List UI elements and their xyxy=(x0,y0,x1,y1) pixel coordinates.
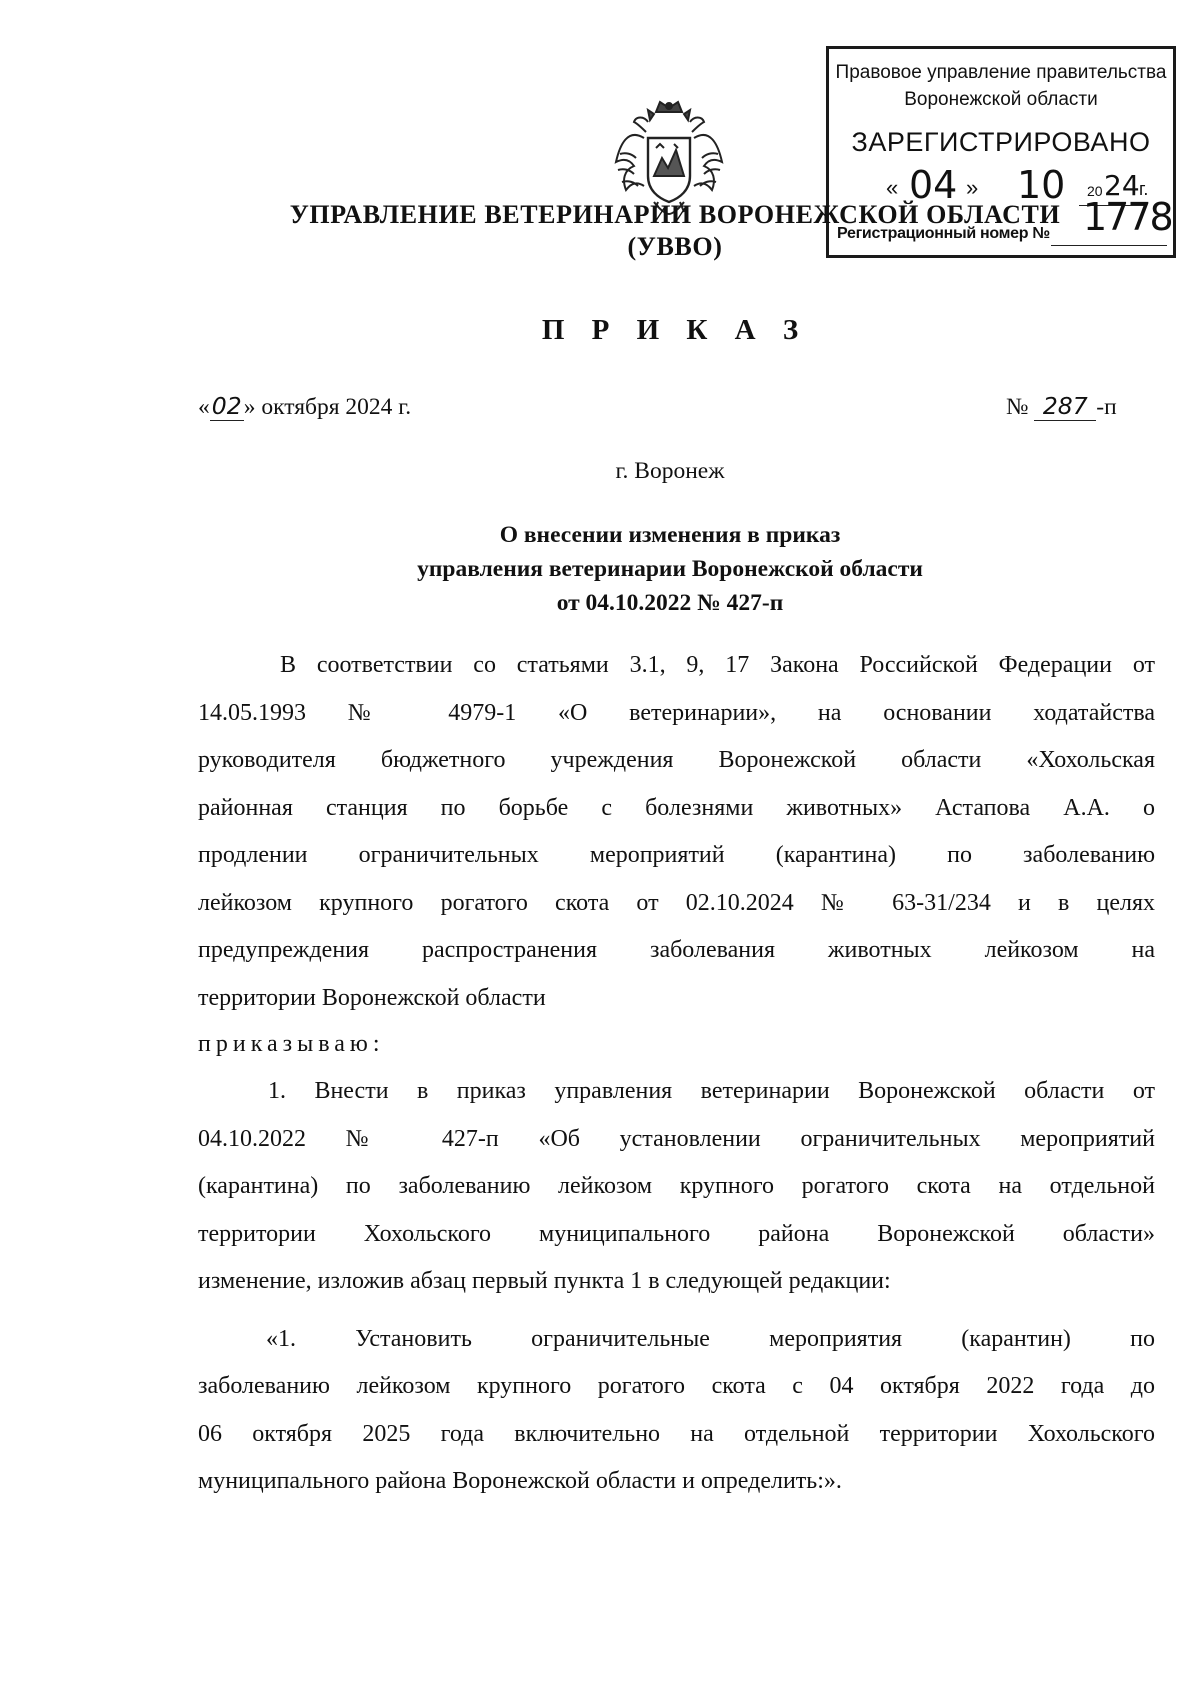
stamp-org-line1: Правовое управление правительства xyxy=(835,62,1167,83)
stamp-organization xyxy=(829,59,1173,113)
body-line: предупреждения распространения заболевания животных лейкозом на xyxy=(198,937,1155,963)
order-number-value: 287 xyxy=(1034,392,1096,421)
body-line: 14.05.1993 № 4979-1 «О ветеринарии», на основании ходатайства xyxy=(198,700,1155,726)
stamp-date-open-quote: « xyxy=(886,175,899,200)
organization-name: УПРАВЛЕНИЕ ВЕТЕРИНАРИИ ВОРОНЕЖСКОЙ ОБЛАСТИ xyxy=(289,200,1061,229)
order-title-line-3: от 04.10.2022 № 427-п xyxy=(556,590,784,616)
order-number xyxy=(1006,392,1117,421)
stamp-date-year-prefix: 20 xyxy=(1087,183,1103,199)
order-number-label: № xyxy=(1006,394,1029,420)
stamp-date-year-suffix: 24 xyxy=(1104,169,1140,202)
stamp-registered-label: ЗАРЕГИСТРИРОВАНО xyxy=(851,127,1151,157)
body-line-decree: приказываю: xyxy=(198,1031,385,1057)
stamp-regno-label: Регистрационный номер № xyxy=(837,225,1050,242)
body-line: продлении ограничительных мероприятий (карантина) по заболеванию xyxy=(198,842,1155,868)
body-line: руководителя бюджетного учреждения Воронежской области «Хохольская xyxy=(198,747,1155,773)
body-line: лейкозом крупного рогатого скота от 02.10.2024 № 63-31/234 и в целях xyxy=(198,890,1155,916)
stamp-regno-value: 1778 xyxy=(1083,195,1172,239)
order-title-line-1: О внесении изменения в приказ xyxy=(499,522,841,548)
organization-abbreviation: (УВВО) xyxy=(627,232,723,261)
body-line: «1. Установить ограничительные мероприятия (карантин) по xyxy=(266,1326,1155,1352)
body-line: заболеванию лейкозом крупного рогатого скота с 04 октября 2022 года до xyxy=(198,1373,1155,1399)
stamp-date-month: 10 xyxy=(1017,163,1066,207)
body-line: изменение, изложив абзац первый пункта 1 в следующей редакции: xyxy=(198,1268,891,1294)
document-type-heading: П Р И К А З xyxy=(541,314,809,346)
body-line: территории Воронежской области xyxy=(198,985,546,1011)
order-date-rest: » октября 2024 г. xyxy=(243,394,412,420)
body-line: (карантина) по заболеванию лейкозом крупного рогатого скота на отдельной xyxy=(198,1173,1155,1199)
order-date xyxy=(198,392,411,421)
body-line: 06 октября 2025 года включительно на отдельной территории Хохольского xyxy=(198,1421,1155,1447)
body-line: муниципального района Воронежской области и определить:». xyxy=(198,1468,842,1494)
order-number-suffix: -п xyxy=(1096,394,1117,420)
body-line: В соответствии со статьями 3.1, 9, 17 Закона Российской Федерации от xyxy=(280,652,1155,678)
body-line: 1. Внести в приказ управления ветеринарии Воронежской области от xyxy=(268,1078,1155,1104)
body-line: 04.10.2022 № 427-п «Об установлении ограничительных мероприятий xyxy=(198,1126,1155,1152)
coat-of-arms-emblem xyxy=(614,98,724,216)
body-line: районная станция по борьбе с болезнями животных» Астапова А.А. о xyxy=(198,795,1155,821)
stamp-date-year-g: г. xyxy=(1139,179,1149,199)
body-line: территории Хохольского муниципального района Воронежской области» xyxy=(198,1221,1155,1247)
order-date-day: 02 xyxy=(210,392,244,421)
city: г. Воронеж xyxy=(615,458,725,484)
order-title-line-2: управления ветеринарии Воронежской области xyxy=(417,556,923,582)
stamp-org-line2: Воронежской области xyxy=(904,89,1098,110)
stamp-date-day: 04 xyxy=(909,163,958,207)
order-date-open: « xyxy=(198,394,210,420)
stamp-date-close-quote: » xyxy=(966,175,979,200)
